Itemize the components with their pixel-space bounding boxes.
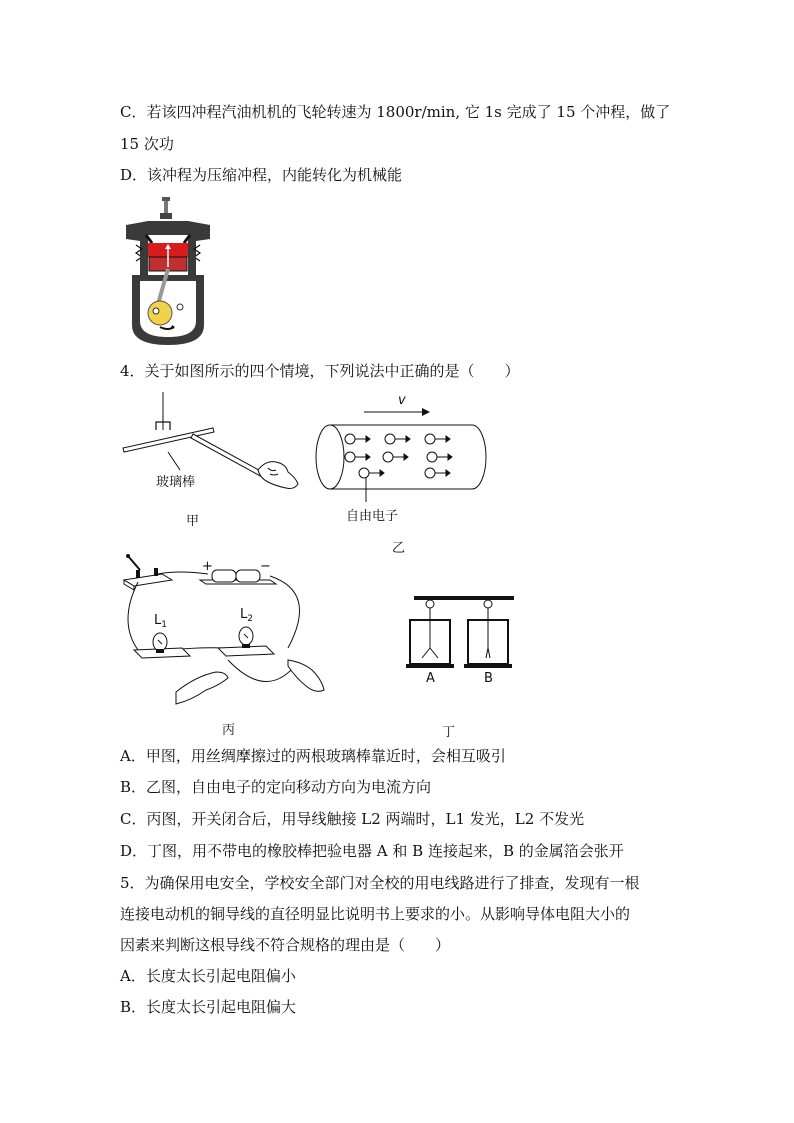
free-electrons <box>345 434 452 478</box>
caption-bing: 丙 <box>222 723 236 738</box>
q3-option-c-line1: C．若该四冲程汽油机机的飞轮转速为 1800r/min, 它 1s 完成了 15 个冲程，做了 <box>120 103 671 121</box>
q4-option-d: D．丁图，用不带电的橡胶棒把验电器 A 和 B 连接起来，B 的金属箔会张开 <box>120 842 624 860</box>
q5-stem-line1: 5．为确保用电安全，学校安全部门对全校的用电线路进行了排查，发现有一根 <box>120 874 640 892</box>
figure-bing <box>118 552 348 742</box>
engine-stroke-diagram <box>118 195 218 350</box>
glass-rod-label: 玻璃棒 <box>156 475 196 490</box>
q5-option-b: B．长度太长引起电阻偏大 <box>120 998 297 1016</box>
figure-ding <box>398 590 528 742</box>
q4-option-c: C．丙图，开关闭合后，用导线触接 L2 两端时，L1 发光，L2 不发光 <box>120 810 585 828</box>
q4-stem: 4．关于如图所示的四个情境，下列说法中正确的是（ ） <box>120 362 520 380</box>
figure-jia <box>118 390 308 530</box>
q4-option-a: A．甲图，用丝绸摩擦过的两根玻璃棒靠近时，会相互吸引 <box>120 747 506 765</box>
free-electron-label: 自由电子 <box>346 509 399 524</box>
lamp1-label: $L_1$ <box>154 613 167 630</box>
battery-plus: + <box>202 559 213 574</box>
caption-yi: 乙 <box>392 541 406 556</box>
figure-yi <box>312 392 502 557</box>
electroscope-a-label: A <box>426 671 435 686</box>
lamp2-label: $L_2$ <box>240 607 253 624</box>
q5-stem-line3: 因素来判断这根导线不符合规格的理由是（ ） <box>120 936 451 954</box>
electroscope-b-label: B <box>484 671 493 686</box>
q3-option-d: D．该冲程为压缩冲程，内能转化为机械能 <box>120 166 403 184</box>
velocity-label: v <box>398 393 406 408</box>
battery-minus: − <box>260 559 271 574</box>
q5-option-a: A．长度太长引起电阻偏小 <box>120 967 296 985</box>
q5-stem-line2: 连接电动机的铜导线的直径明显比说明书上要求的小。从影响导体电阻大小的 <box>120 905 631 923</box>
caption-jia: 甲 <box>186 514 200 529</box>
q4-option-b: B．乙图，自由电子的定向移动方向为电流方向 <box>120 778 432 796</box>
q3-option-c-line2: 15 次功 <box>120 135 174 153</box>
caption-ding: 丁 <box>442 725 456 740</box>
